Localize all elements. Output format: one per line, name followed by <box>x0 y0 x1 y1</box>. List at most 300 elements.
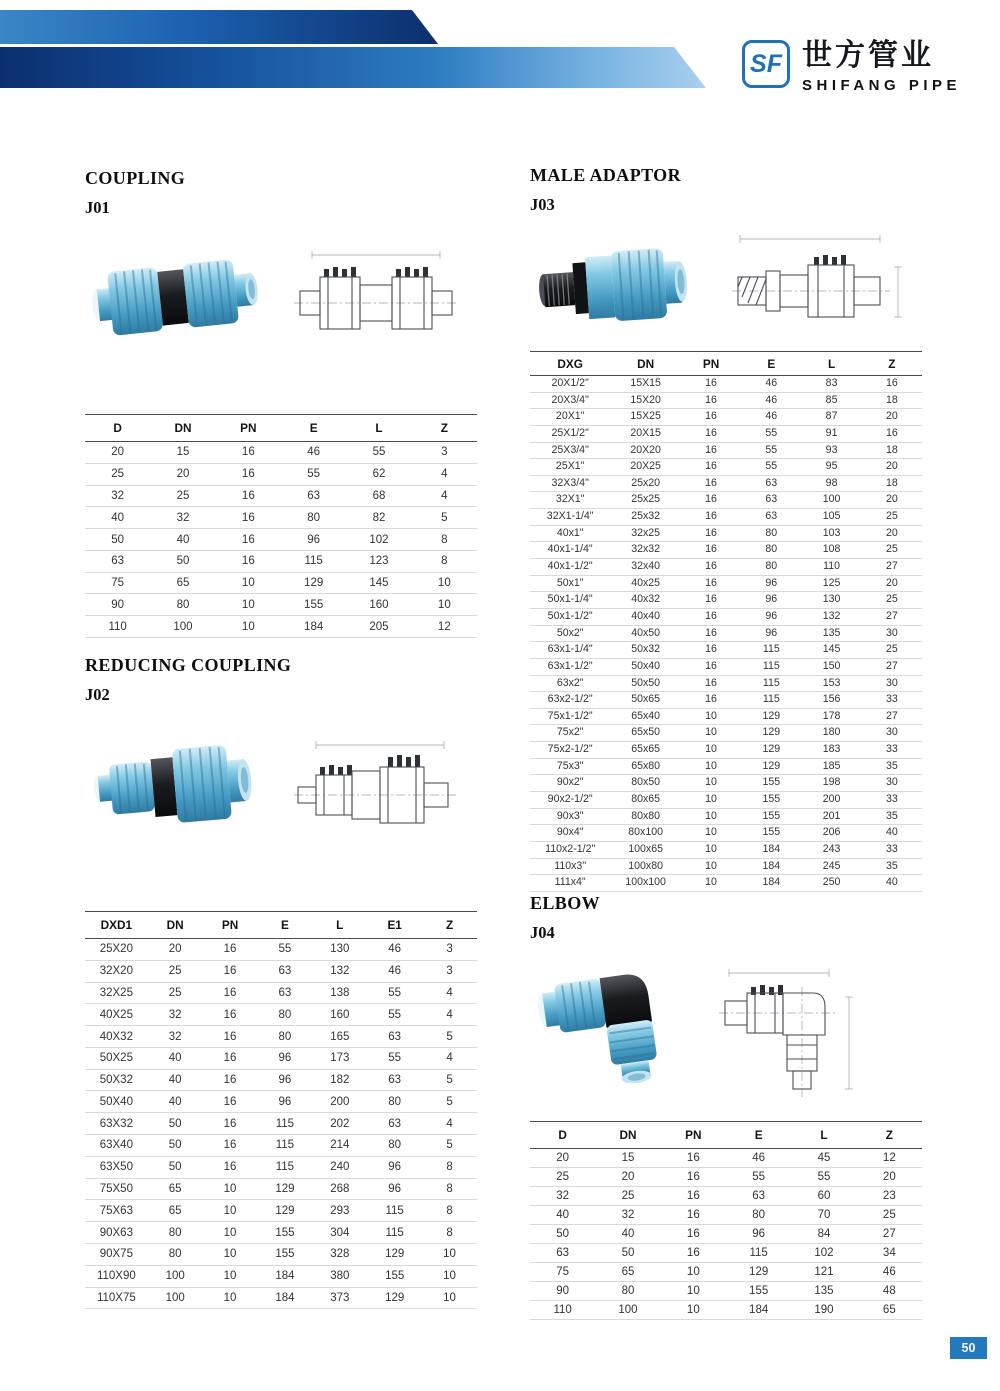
table-cell: 50x1-1/4" <box>530 592 610 609</box>
section-code-j04: J04 <box>530 923 555 942</box>
table-cell: 110X75 <box>85 1287 148 1309</box>
table-cell: 4 <box>412 463 477 485</box>
table-cell: 30 <box>862 675 922 692</box>
table-cell: 75x2-1/2" <box>530 742 610 759</box>
table-cell: 16 <box>661 1187 726 1206</box>
table-cell: 129 <box>281 572 346 594</box>
table-row <box>530 1282 922 1301</box>
table-cell: 93 <box>801 442 861 459</box>
table-cell: 138 <box>312 982 367 1004</box>
table-cell: 32 <box>85 485 150 507</box>
table-cell: 33 <box>862 841 922 858</box>
table-row <box>85 960 477 982</box>
column-header: D <box>530 1122 595 1149</box>
table-cell: 108 <box>801 542 861 559</box>
table-cell: 75 <box>530 1263 595 1282</box>
section-code-j02: J02 <box>85 685 110 704</box>
table-row <box>530 792 922 809</box>
table-cell: 80 <box>741 559 801 576</box>
table-cell: 50X40 <box>85 1091 148 1113</box>
table-cell: 182 <box>312 1069 367 1091</box>
column-header: PN <box>681 352 741 376</box>
table-cell: 40 <box>85 507 150 529</box>
table-cell: 20 <box>150 463 215 485</box>
table-cell: 121 <box>791 1263 856 1282</box>
table-cell: 50 <box>150 550 215 572</box>
table-cell: 100 <box>801 492 861 509</box>
table-cell: 214 <box>312 1135 367 1157</box>
table-row <box>85 550 477 572</box>
table-cell: 3 <box>412 442 477 464</box>
table-cell: 27 <box>862 708 922 725</box>
header-stripe-top <box>0 10 438 44</box>
table-cell: 65x40 <box>610 708 681 725</box>
table-cell: 34 <box>857 1244 922 1263</box>
table-cell: 10 <box>422 1287 477 1309</box>
table-cell: 115 <box>741 675 801 692</box>
table-cell: 75x1-1/2" <box>530 708 610 725</box>
table-row <box>530 1149 922 1168</box>
section-code-j01: J01 <box>85 198 110 217</box>
table-cell: 129 <box>741 758 801 775</box>
table-cell: 102 <box>791 1244 856 1263</box>
table-cell: 10 <box>216 594 281 616</box>
table-header-row <box>530 1122 922 1149</box>
table-cell: 10 <box>412 594 477 616</box>
table-row <box>85 507 477 529</box>
table-cell: 125 <box>801 575 861 592</box>
table-row <box>85 1243 477 1265</box>
male-adaptor-spec-table <box>530 351 922 892</box>
table-cell: 100 <box>148 1265 203 1287</box>
table-cell: 32X1-1/4" <box>530 509 610 526</box>
table-cell: 30 <box>862 725 922 742</box>
column-header: DXD1 <box>85 912 148 939</box>
table-cell: 16 <box>681 475 741 492</box>
table-cell: 10 <box>681 808 741 825</box>
table-cell: 10 <box>681 825 741 842</box>
table-cell: 173 <box>312 1047 367 1069</box>
table-cell: 46 <box>741 376 801 393</box>
table-cell: 63X32 <box>85 1113 148 1135</box>
table-cell: 50 <box>85 529 150 551</box>
table-cell: 46 <box>741 409 801 426</box>
table-cell: 10 <box>661 1282 726 1301</box>
table-cell: 25x25 <box>610 492 681 509</box>
reducing-coupling-figures <box>85 725 477 849</box>
table-row <box>530 409 922 426</box>
table-cell: 40 <box>148 1091 203 1113</box>
table-cell: 129 <box>741 742 801 759</box>
table-cell: 63 <box>367 1069 422 1091</box>
table-cell: 103 <box>801 525 861 542</box>
table-cell: 10 <box>681 758 741 775</box>
table-header-row <box>85 912 477 939</box>
table-cell: 3 <box>422 939 477 961</box>
table-cell: 8 <box>422 1156 477 1178</box>
table-cell: 10 <box>203 1243 258 1265</box>
table-row <box>85 442 477 464</box>
table-cell: 130 <box>801 592 861 609</box>
table-cell: 184 <box>281 616 346 638</box>
table-cell: 32 <box>595 1206 660 1225</box>
table-cell: 33 <box>862 692 922 709</box>
table-cell: 20 <box>862 409 922 426</box>
table-cell: 82 <box>346 507 411 529</box>
table-cell: 16 <box>681 642 741 659</box>
table-cell: 50x65 <box>610 692 681 709</box>
table-row <box>530 392 922 409</box>
table-row <box>530 1301 922 1320</box>
column-header: L <box>312 912 367 939</box>
table-cell: 27 <box>862 608 922 625</box>
table-cell: 16 <box>661 1149 726 1168</box>
column-header: L <box>346 415 411 442</box>
table-cell: 80 <box>367 1091 422 1113</box>
table-cell: 20 <box>857 1168 922 1187</box>
table-cell: 70 <box>791 1206 856 1225</box>
table-row <box>85 1069 477 1091</box>
table-cell: 145 <box>801 642 861 659</box>
table-row <box>85 1047 477 1069</box>
table-cell: 10 <box>681 775 741 792</box>
elbow-spec-table <box>530 1121 922 1320</box>
table-cell: 10 <box>681 875 741 892</box>
table-cell: 80 <box>367 1135 422 1157</box>
table-cell: 23 <box>857 1187 922 1206</box>
table-cell: 30 <box>862 625 922 642</box>
table-cell: 20X15 <box>610 425 681 442</box>
table-cell: 155 <box>257 1222 312 1244</box>
table-cell: 135 <box>801 625 861 642</box>
table-cell: 33 <box>862 792 922 809</box>
table-row <box>530 1244 922 1263</box>
table-cell: 18 <box>862 442 922 459</box>
table-cell: 16 <box>862 425 922 442</box>
table-cell: 153 <box>801 675 861 692</box>
table-cell: 63 <box>726 1187 791 1206</box>
table-cell: 184 <box>741 858 801 875</box>
table-cell: 20 <box>862 459 922 476</box>
section-title-reducing-coupling: REDUCING COUPLING <box>85 655 292 675</box>
table-cell: 46 <box>367 960 422 982</box>
table-cell: 115 <box>726 1244 791 1263</box>
table-cell: 96 <box>257 1047 312 1069</box>
table-cell: 8 <box>422 1178 477 1200</box>
table-row <box>530 808 922 825</box>
table-cell: 65x50 <box>610 725 681 742</box>
table-cell: 115 <box>741 658 801 675</box>
column-header: Z <box>862 352 922 376</box>
table-row <box>85 594 477 616</box>
table-cell: 55 <box>741 425 801 442</box>
table-cell: 115 <box>281 550 346 572</box>
table-cell: 40 <box>530 1206 595 1225</box>
section-title-coupling: COUPLING <box>85 168 186 188</box>
table-cell: 8 <box>422 1200 477 1222</box>
table-cell: 100 <box>595 1301 660 1320</box>
header-stripe-bottom <box>0 47 706 88</box>
table-cell: 4 <box>412 485 477 507</box>
table-cell: 16 <box>681 442 741 459</box>
table-cell: 40 <box>862 825 922 842</box>
table-cell: 96 <box>741 592 801 609</box>
table-cell: 5 <box>422 1135 477 1157</box>
table-cell: 5 <box>412 507 477 529</box>
table-cell: 55 <box>741 442 801 459</box>
reducing-coupling-technical-drawing <box>292 735 460 839</box>
table-cell: 304 <box>312 1222 367 1244</box>
table-cell: 16 <box>661 1244 726 1263</box>
table-row <box>85 463 477 485</box>
table-cell: 80x50 <box>610 775 681 792</box>
table-row <box>530 675 922 692</box>
table-row <box>85 572 477 594</box>
table-cell: 16 <box>681 692 741 709</box>
table-cell: 80 <box>595 1282 660 1301</box>
table-cell: 20 <box>595 1168 660 1187</box>
table-cell: 12 <box>857 1149 922 1168</box>
table-cell: 80x80 <box>610 808 681 825</box>
table-cell: 20X20 <box>610 442 681 459</box>
table-cell: 155 <box>257 1243 312 1265</box>
table-cell: 50 <box>148 1156 203 1178</box>
table-cell: 4 <box>422 1004 477 1026</box>
table-row <box>85 1178 477 1200</box>
table-cell: 63 <box>257 982 312 1004</box>
table-cell: 25 <box>148 960 203 982</box>
table-row <box>530 742 922 759</box>
column-header: Z <box>422 912 477 939</box>
column-header: E <box>726 1122 791 1149</box>
table-row <box>530 376 922 393</box>
table-cell: 16 <box>681 409 741 426</box>
column-header: PN <box>661 1122 726 1149</box>
table-cell: 16 <box>216 485 281 507</box>
table-cell: 63X50 <box>85 1156 148 1178</box>
table-row <box>530 858 922 875</box>
table-cell: 40X32 <box>85 1026 148 1048</box>
table-cell: 63x2" <box>530 675 610 692</box>
table-cell: 63 <box>367 1026 422 1048</box>
table-cell: 32x40 <box>610 559 681 576</box>
table-cell: 90 <box>85 594 150 616</box>
table-cell: 62 <box>346 463 411 485</box>
coupling-technical-drawing <box>292 245 460 349</box>
table-cell: 65 <box>150 572 215 594</box>
table-cell: 32 <box>150 507 215 529</box>
table-cell: 135 <box>791 1282 856 1301</box>
table-cell: 16 <box>203 939 258 961</box>
table-cell: 10 <box>422 1243 477 1265</box>
table-cell: 63 <box>530 1244 595 1263</box>
table-cell: 83 <box>801 376 861 393</box>
section-title-male-adaptor: MALE ADAPTOR <box>530 165 681 185</box>
table-cell: 40 <box>150 529 215 551</box>
table-cell: 8 <box>412 529 477 551</box>
table-cell: 129 <box>257 1200 312 1222</box>
table-row <box>85 1091 477 1113</box>
table-cell: 115 <box>367 1222 422 1244</box>
table-cell: 80 <box>148 1222 203 1244</box>
table-cell: 20X1" <box>530 409 610 426</box>
section-reducing-coupling <box>85 655 477 1309</box>
reducing-coupling-spec-table <box>85 911 477 1309</box>
table-cell: 65x80 <box>610 758 681 775</box>
table-row <box>85 939 477 961</box>
table-cell: 184 <box>741 875 801 892</box>
table-row <box>530 658 922 675</box>
table-row <box>530 725 922 742</box>
table-row <box>85 616 477 638</box>
table-cell: 30 <box>862 775 922 792</box>
table-cell: 63 <box>257 960 312 982</box>
table-row <box>85 1265 477 1287</box>
table-cell: 25 <box>150 485 215 507</box>
table-cell: 80x100 <box>610 825 681 842</box>
table-cell: 60 <box>791 1187 856 1206</box>
table-cell: 40x40 <box>610 608 681 625</box>
table-cell: 65 <box>857 1301 922 1320</box>
table-cell: 80 <box>257 1004 312 1026</box>
table-cell: 20 <box>148 939 203 961</box>
table-cell: 63 <box>85 550 150 572</box>
column-header: D <box>85 415 150 442</box>
table-cell: 55 <box>367 1047 422 1069</box>
table-cell: 10 <box>203 1287 258 1309</box>
table-row <box>530 475 922 492</box>
table-cell: 16 <box>203 1047 258 1069</box>
table-cell: 63x1-1/2" <box>530 658 610 675</box>
table-row <box>530 875 922 892</box>
table-cell: 110X90 <box>85 1265 148 1287</box>
page-number-badge: 50 <box>950 1337 987 1359</box>
table-cell: 25x20 <box>610 475 681 492</box>
column-header: Z <box>857 1122 922 1149</box>
table-cell: 46 <box>367 939 422 961</box>
table-cell: 90x3" <box>530 808 610 825</box>
table-cell: 20 <box>862 525 922 542</box>
table-cell: 202 <box>312 1113 367 1135</box>
table-cell: 40X25 <box>85 1004 148 1026</box>
table-cell: 165 <box>312 1026 367 1048</box>
table-header-row <box>85 415 477 442</box>
table-cell: 5 <box>422 1026 477 1048</box>
table-cell: 33 <box>862 742 922 759</box>
table-cell: 50 <box>148 1135 203 1157</box>
table-cell: 115 <box>257 1156 312 1178</box>
table-cell: 5 <box>422 1091 477 1113</box>
table-cell: 50 <box>595 1244 660 1263</box>
table-cell: 10 <box>681 858 741 875</box>
table-row <box>85 982 477 1004</box>
logo-english-name: SHIFANG PIPE <box>802 76 962 94</box>
table-cell: 90x2-1/2" <box>530 792 610 809</box>
table-cell: 155 <box>741 808 801 825</box>
table-cell: 10 <box>216 572 281 594</box>
table-cell: 55 <box>346 442 411 464</box>
table-cell: 268 <box>312 1178 367 1200</box>
table-cell: 96 <box>257 1069 312 1091</box>
table-cell: 50X25 <box>85 1047 148 1069</box>
table-cell: 183 <box>801 742 861 759</box>
table-cell: 100x80 <box>610 858 681 875</box>
table-cell: 32X25 <box>85 982 148 1004</box>
table-cell: 25 <box>862 592 922 609</box>
table-cell: 50x50 <box>610 675 681 692</box>
table-cell: 46 <box>857 1263 922 1282</box>
table-cell: 10 <box>681 725 741 742</box>
table-cell: 16 <box>681 525 741 542</box>
table-cell: 27 <box>857 1225 922 1244</box>
table-row <box>530 509 922 526</box>
table-cell: 16 <box>681 542 741 559</box>
logo-text-block <box>802 40 961 94</box>
table-cell: 75X63 <box>85 1200 148 1222</box>
table-cell: 63X40 <box>85 1135 148 1157</box>
table-cell: 18 <box>862 475 922 492</box>
table-cell: 20X25 <box>610 459 681 476</box>
table-cell: 95 <box>801 459 861 476</box>
table-cell: 380 <box>312 1265 367 1287</box>
table-cell: 46 <box>741 392 801 409</box>
table-cell: 25 <box>857 1206 922 1225</box>
table-cell: 110x3" <box>530 858 610 875</box>
table-row <box>530 442 922 459</box>
table-row <box>530 758 922 775</box>
table-row <box>530 1263 922 1282</box>
elbow-figures <box>530 957 922 1105</box>
table-cell: 184 <box>726 1301 791 1320</box>
column-header: Z <box>412 415 477 442</box>
table-row <box>530 825 922 842</box>
table-cell: 32 <box>148 1026 203 1048</box>
table-cell: 328 <box>312 1243 367 1265</box>
table-cell: 90 <box>530 1282 595 1301</box>
table-cell: 25x32 <box>610 509 681 526</box>
table-cell: 91 <box>801 425 861 442</box>
table-cell: 15 <box>595 1149 660 1168</box>
table-row <box>530 692 922 709</box>
table-cell: 16 <box>681 559 741 576</box>
table-cell: 8 <box>422 1222 477 1244</box>
table-cell: 184 <box>257 1265 312 1287</box>
table-cell: 40x1-1/4" <box>530 542 610 559</box>
column-header: DN <box>150 415 215 442</box>
reducing-coupling-product-photo <box>85 725 270 849</box>
table-cell: 240 <box>312 1156 367 1178</box>
column-header: E <box>741 352 801 376</box>
table-cell: 16 <box>681 392 741 409</box>
table-cell: 40 <box>862 875 922 892</box>
table-row <box>530 775 922 792</box>
table-cell: 129 <box>367 1243 422 1265</box>
table-cell: 105 <box>801 509 861 526</box>
table-cell: 50 <box>148 1113 203 1135</box>
table-cell: 16 <box>681 425 741 442</box>
table-cell: 63 <box>741 475 801 492</box>
table-cell: 115 <box>367 1200 422 1222</box>
table-row <box>530 708 922 725</box>
table-cell: 293 <box>312 1200 367 1222</box>
column-header: DN <box>610 352 681 376</box>
table-cell: 96 <box>367 1178 422 1200</box>
table-cell: 96 <box>741 575 801 592</box>
table-cell: 160 <box>346 594 411 616</box>
table-cell: 132 <box>801 608 861 625</box>
table-cell: 16 <box>203 1026 258 1048</box>
table-cell: 16 <box>203 982 258 1004</box>
